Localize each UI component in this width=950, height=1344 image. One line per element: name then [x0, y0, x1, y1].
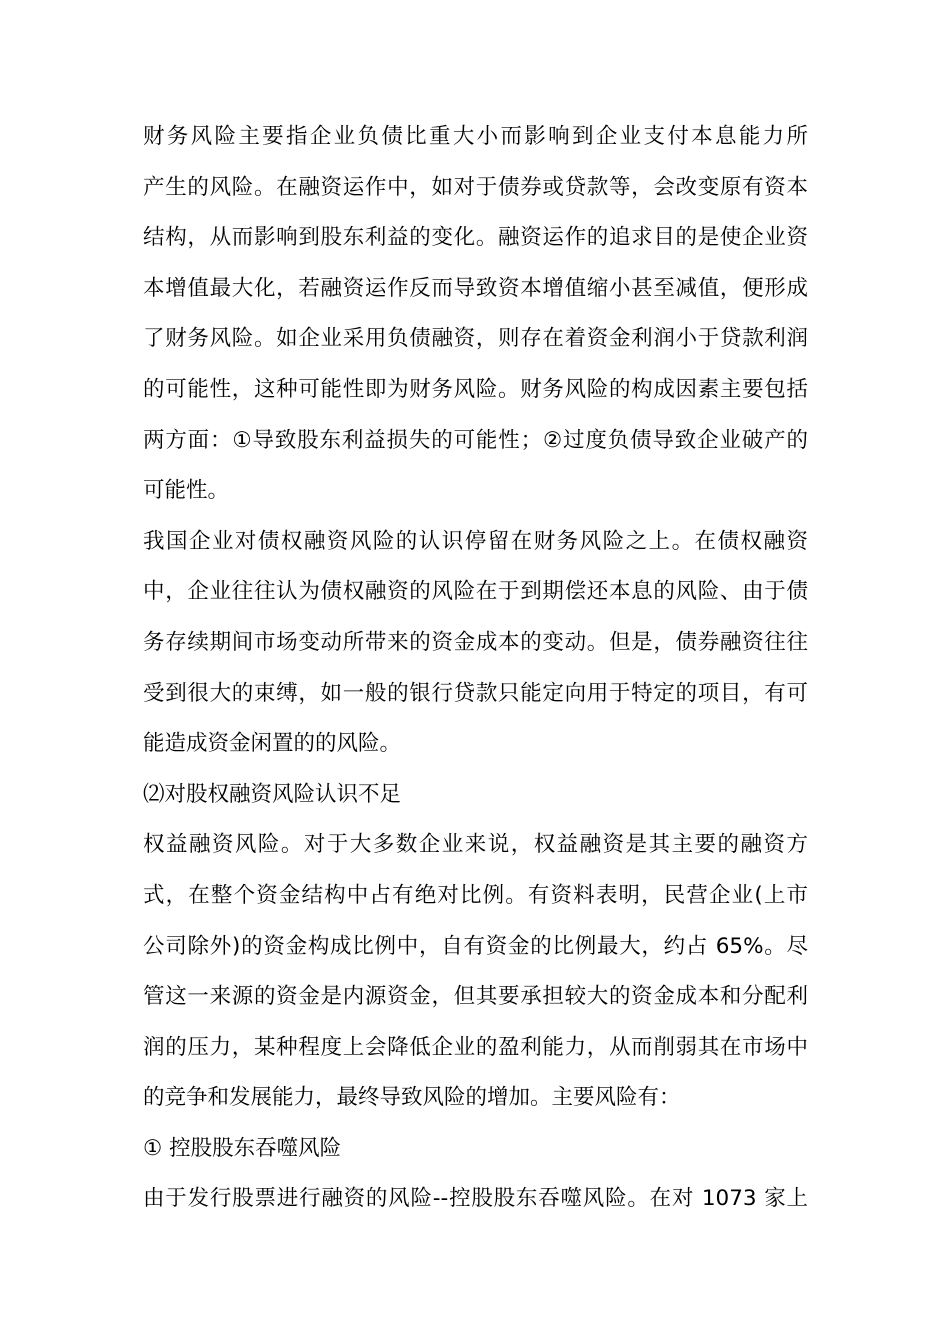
- paragraph-line: 式，在整个资金结构中占有绝对比例。有资料表明，民营企业(上市: [143, 882, 808, 908]
- paragraph-line: 由于发行股票进行融资的风险--控股股东吞噬风险。在对 1073 家上: [143, 1186, 808, 1212]
- section-heading: ⑵对股权融资风险认识不足: [143, 781, 402, 807]
- document-body: [143, 112, 808, 1225]
- paragraph-line: 中，企业往往认为债权融资的风险在于到期偿还本息的风险、由于债: [143, 579, 808, 605]
- paragraph-line: 务存续期间市场变动所带来的资金成本的变动。但是，债券融资往往: [143, 629, 808, 655]
- paragraph-line: 财务风险主要指企业负债比重大小而影响到企业支付本息能力所: [143, 124, 808, 149]
- paragraph-line: 润的压力，某种程度上会降低企业的盈利能力，从而削弱其在市场中: [143, 1034, 808, 1060]
- paragraph-line: 的可能性，这种可能性即为财务风险。财务风险的构成因素主要包括: [143, 376, 808, 402]
- paragraph-line: 的竞争和发展能力，最终导致风险的增加。主要风险有：: [143, 1085, 681, 1111]
- paragraph-line: 可能性。: [143, 478, 230, 504]
- paragraph-line: 产生的风险。在融资运作中，如对于债券或贷款等，会改变原有资本: [143, 174, 808, 200]
- paragraph-line: 了财务风险。如企业采用负债融资，则存在着资金利润小于贷款利润: [143, 326, 808, 352]
- paragraph-line: 管这一来源的资金是内源资金，但其要承担较大的资金成本和分配利: [143, 984, 808, 1010]
- paragraph-line: 本增值最大化，若融资运作反而导致资本增值缩小甚至减值，便形成: [143, 275, 808, 301]
- paragraph-line: 受到很大的束缚，如一般的银行贷款只能定向用于特定的项目，有可: [143, 680, 808, 706]
- paragraph-line: 权益融资风险。对于大多数企业来说，权益融资是其主要的融资方: [143, 832, 808, 858]
- paragraph-line: 两方面：①导致股东利益损失的可能性；②过度负债导致企业破产的: [143, 427, 808, 453]
- paragraph-line: 能造成资金闲置的的风险。: [143, 731, 402, 757]
- paragraph-line: 我国企业对债权融资风险的认识停留在财务风险之上。在债权融资: [143, 528, 808, 554]
- subsection-heading: ① 控股股东吞噬风险: [143, 1135, 342, 1161]
- paragraph-line: 公司除外)的资金构成比例中，自有资金的比例最大，约占 65%。尽: [143, 933, 808, 959]
- paragraph-line: 结构，从而影响到股东利益的变化。融资运作的追求目的是使企业资: [143, 225, 808, 251]
